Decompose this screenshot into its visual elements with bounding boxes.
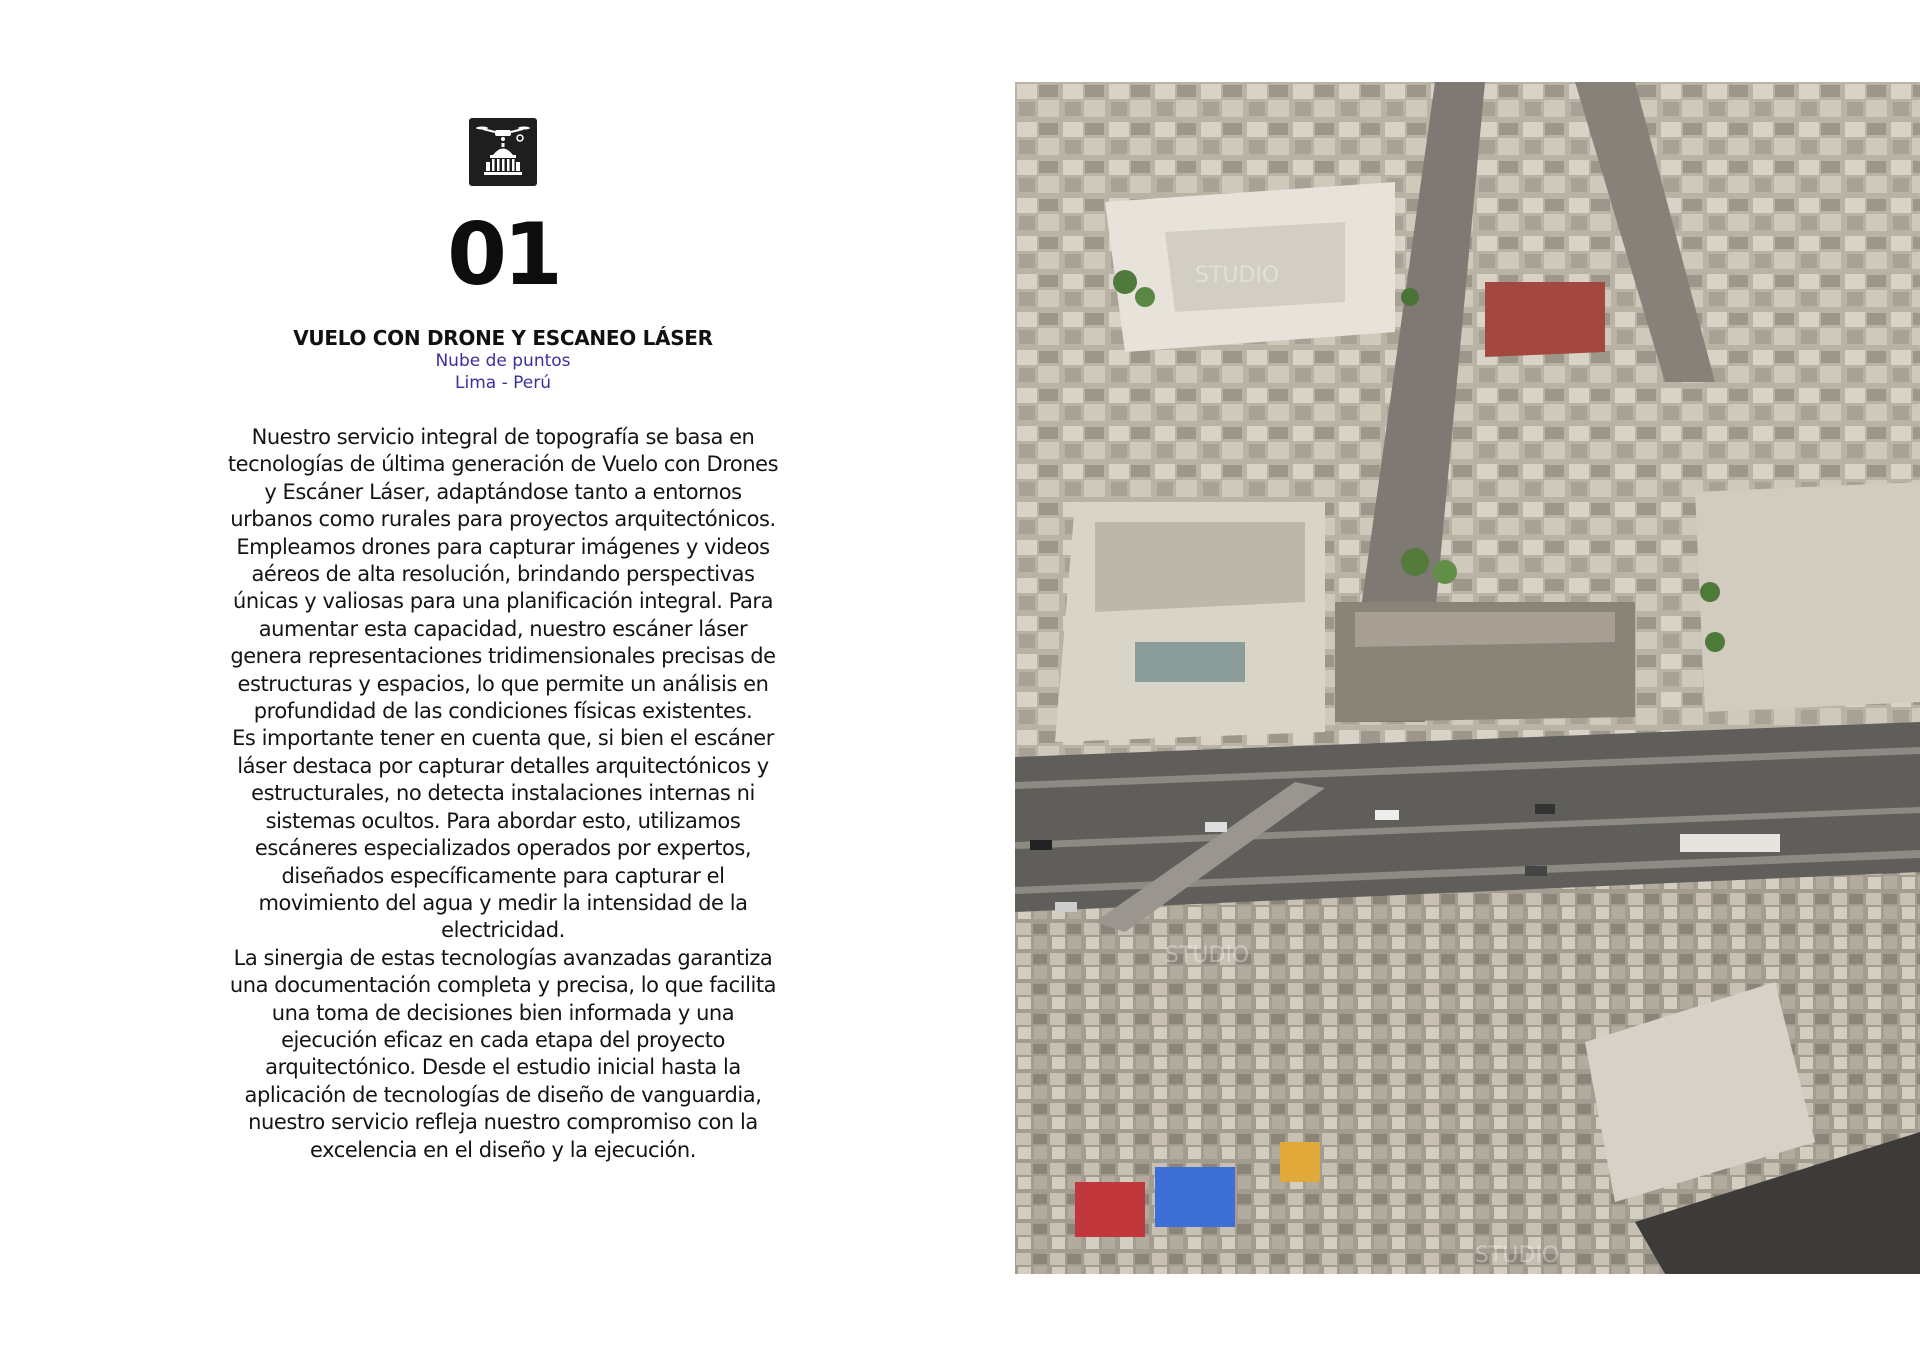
photo-watermark-3: STUDIO (1475, 1243, 1560, 1268)
paragraph-1: Nuestro servicio integral de topografía se basa en tecnologías de última generación de Vuelo con Drones y Escáner Láser, adaptándose tanto a entornos urbanos como rurales para proyectos arquitectónicos. (227, 425, 779, 532)
paragraph-3: Es importante tener en cuenta que, si bien el escáner láser destaca por capturar detalles arquitectónicos y estructurales, no detecta instalaciones internas ni sistemas ocultos. Para abordar esto, utilizamos escáneres especializados operados por expertos, diseñados específicamente para capturar el movimiento del agua y medir la intensidad de la electricidad. (232, 726, 774, 943)
text-column (210, 118, 796, 1164)
paragraph-4: La sinergia de estas tecnologías avanzadas garantiza una documentación completa y precisa, lo que facilita una toma de decisiones bien informada y una ejecución eficaz en cada etapa del proyecto arquitectónico. Desde el estudio inicial hasta la aplicación de tecnologías de diseño de vanguardia, nuestro servicio refleja nuestro compromiso con la excelencia en el diseño y la ejecución. (229, 945, 777, 1162)
drone-building-icon (469, 118, 537, 186)
paragraph-2: Empleamos drones para capturar imágenes y videos aéreos de alta resolución, brindando perspectivas únicas y valiosas para una planificación integral. Para aumentar esta capacidad, nuestro escáner láser genera representaciones tridimensionales precisas de estructuras y espacios, lo que permite un análisis en profundidad de las condiciones físicas existentes. (230, 534, 776, 724)
aerial-city-photo (1015, 82, 1920, 1274)
section-title: VUELO CON DRONE Y ESCANEO LÁSER (293, 326, 713, 350)
section-number: 01 (447, 205, 559, 305)
section-subtitle: Nube de puntos (435, 351, 571, 371)
section-location: Lima - Perú (455, 373, 551, 393)
body-text (210, 424, 796, 1164)
photo-watermark: STUDIO (1195, 263, 1280, 288)
photo-watermark-2: STUDIO (1165, 943, 1250, 968)
